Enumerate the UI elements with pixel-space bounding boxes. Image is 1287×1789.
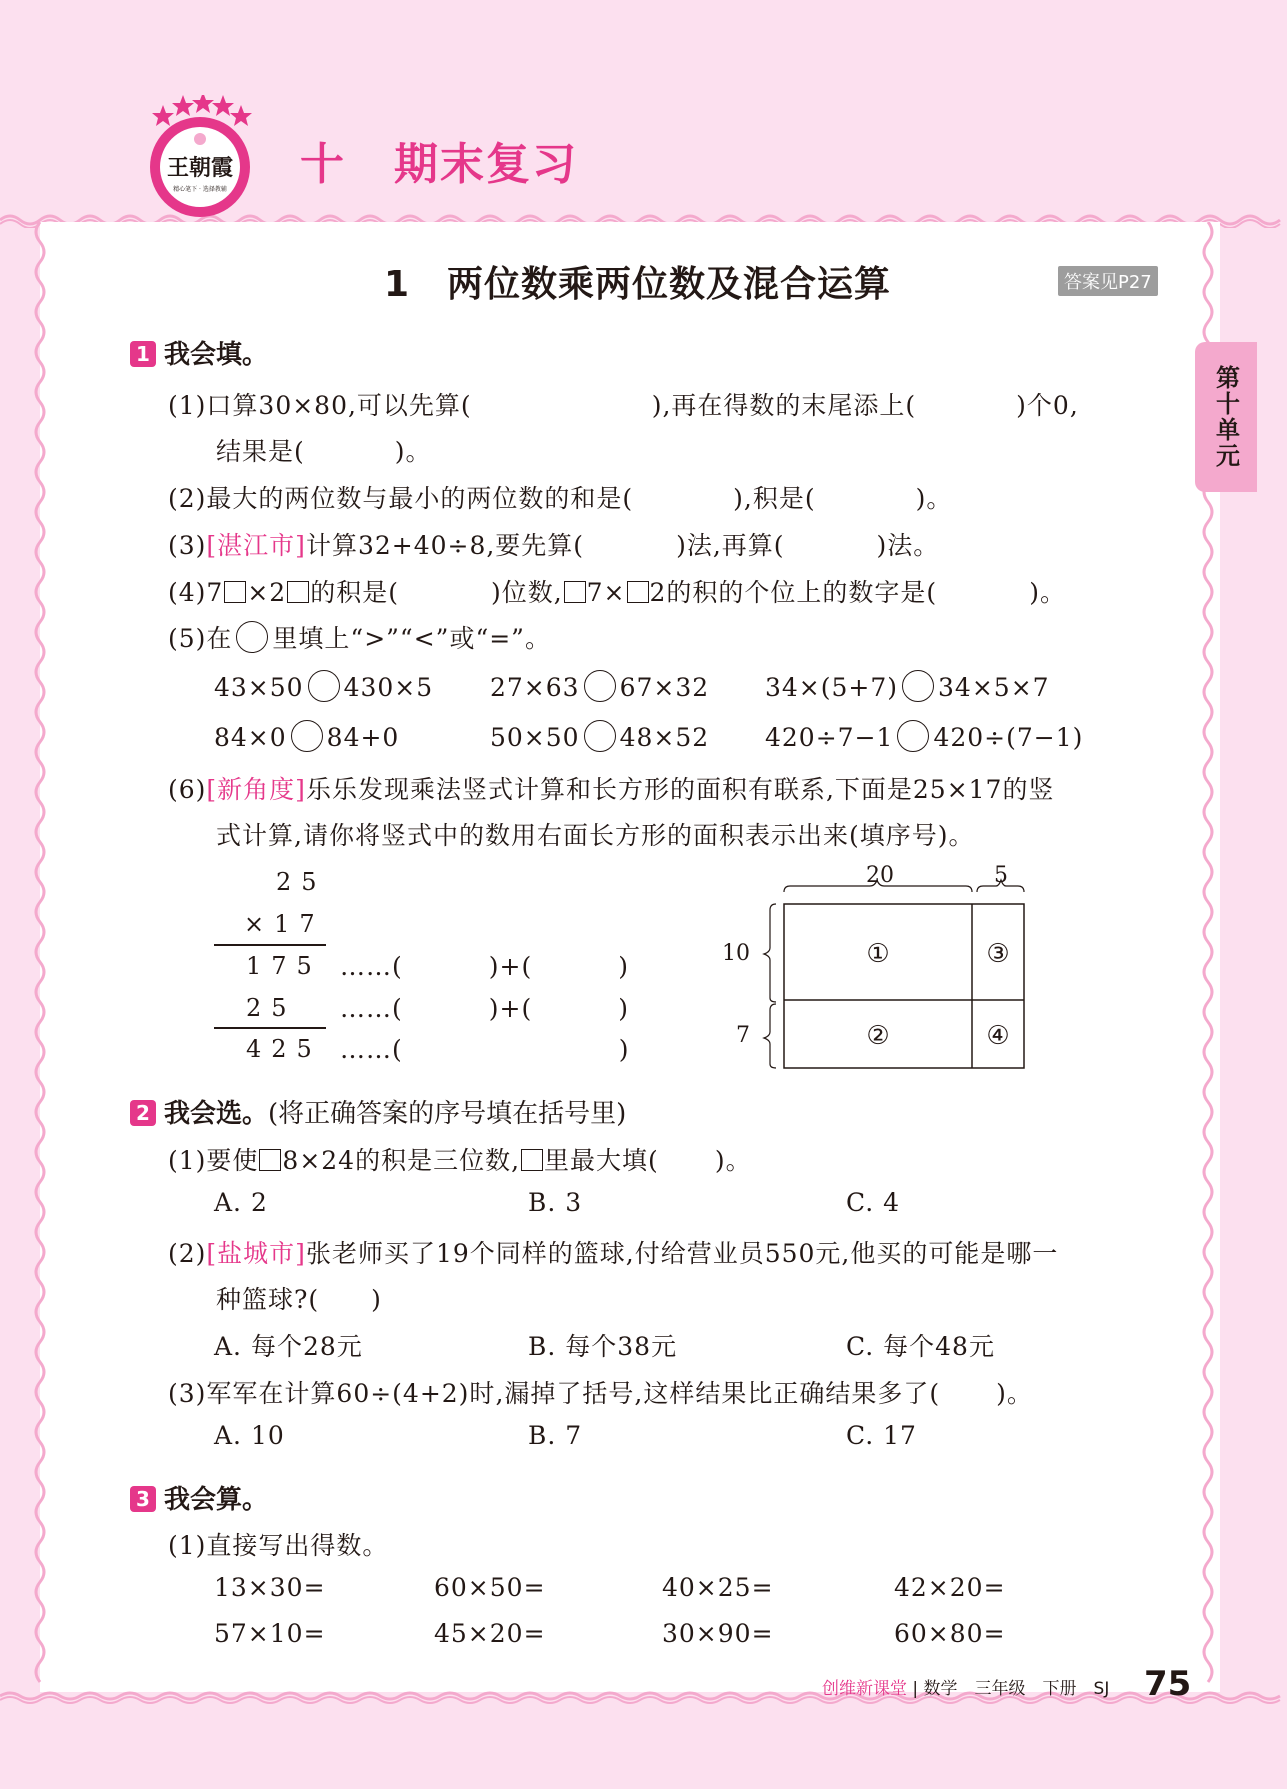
- text: )。: [915, 484, 953, 513]
- compare-item: [214, 670, 433, 702]
- question-1-5: [168, 619, 551, 655]
- expr-left: 27×63: [490, 673, 580, 702]
- compare-circle: [236, 621, 268, 653]
- vertical-answer-1: [340, 952, 629, 981]
- expr-right: 48×52: [619, 723, 710, 752]
- text: )。: [394, 437, 432, 466]
- option-b[interactable]: B. 3: [528, 1188, 583, 1217]
- expr-left: 43×50: [214, 673, 304, 702]
- chapter-name: 期末复习: [394, 139, 578, 190]
- expr-right: 430×5: [343, 673, 434, 702]
- cell-label-1: ①: [866, 939, 890, 969]
- lesson-title: 1 两位数乘两位数及混合运算: [384, 264, 892, 305]
- blank-square[interactable]: [564, 581, 586, 603]
- blank-square[interactable]: [287, 581, 309, 603]
- logo-text: 王朝霞: [166, 155, 234, 181]
- text: ): [618, 994, 629, 1023]
- text: 里填上“>”“<”或“=”。: [272, 624, 551, 653]
- text: ……(: [340, 994, 403, 1023]
- source-tag: [湛江市]: [206, 531, 306, 560]
- width-label-20: 20: [866, 863, 894, 888]
- text: ),积是(: [733, 484, 816, 513]
- left-wave-border: [30, 222, 50, 1692]
- compare-circle[interactable]: [902, 670, 934, 702]
- source-tag: [盐城市]: [206, 1239, 306, 1268]
- calc-item[interactable]: 42×20=: [894, 1573, 1006, 1602]
- blank-square[interactable]: [627, 581, 649, 603]
- question-2-3: [168, 1374, 1033, 1410]
- text: 7×: [586, 578, 626, 607]
- compare-circle[interactable]: [308, 670, 340, 702]
- text: )。: [714, 1146, 752, 1175]
- section-number: 1: [130, 341, 156, 367]
- text: ),再在得数的末尾添上(: [651, 391, 917, 420]
- expr-right: 67×32: [619, 673, 710, 702]
- unit-side-tab: 第十单元: [1195, 342, 1257, 492]
- option-b[interactable]: B. 每个38元: [528, 1332, 678, 1361]
- expr-left: 420÷7−1: [765, 723, 894, 752]
- question-1-1-line2: [216, 432, 432, 468]
- vertical-divider: [214, 944, 326, 946]
- text: (1)口算30×80,可以先算(: [168, 391, 472, 420]
- blank-square[interactable]: [521, 1149, 543, 1171]
- question-1-2: [168, 479, 952, 515]
- expr-right: 420÷(7−1): [933, 723, 1084, 752]
- text: 计算32+40÷8,要先算(: [305, 531, 585, 560]
- section-title: 我会算。: [164, 1485, 269, 1515]
- area-rectangle-diagram: [720, 852, 1030, 1072]
- text: (2): [168, 1239, 207, 1268]
- section-3-heading: [130, 1479, 268, 1516]
- text: )法。: [876, 531, 940, 560]
- compare-item: [765, 720, 1083, 752]
- calc-item[interactable]: 45×20=: [434, 1619, 546, 1648]
- text: 2的积的个位上的数字是(: [649, 578, 938, 607]
- text: 结果是(: [216, 437, 305, 466]
- text: ): [618, 1035, 630, 1064]
- width-label-5: 5: [994, 863, 1008, 888]
- section-note: (将正确答案的序号填在括号里): [268, 1099, 627, 1129]
- section-title: 我会填。: [164, 340, 269, 370]
- text: )位数,: [490, 578, 563, 607]
- calc-item[interactable]: 13×30=: [214, 1573, 326, 1602]
- text: 的积是(: [310, 578, 399, 607]
- compare-circle[interactable]: [584, 670, 616, 702]
- calc-item[interactable]: 40×25=: [662, 1573, 774, 1602]
- vertical-answer-2: [340, 994, 629, 1023]
- compare-circle[interactable]: [897, 720, 929, 752]
- question-1-1-line1: [168, 386, 1079, 422]
- divider: |: [907, 1679, 924, 1699]
- series-details: 数学 三年级 下册 SJ: [923, 1679, 1110, 1699]
- option-b[interactable]: B. 7: [528, 1421, 583, 1450]
- text: (3): [168, 531, 207, 560]
- brace-10: [764, 904, 776, 1002]
- compare-item: [490, 670, 709, 702]
- series-brand: 创维新课堂: [822, 1679, 907, 1699]
- section-number: 2: [130, 1100, 156, 1126]
- blank-square[interactable]: [224, 581, 246, 603]
- text: 乐乐发现乘法竖式计算和长方形的面积有联系,下面是25×17的竖: [305, 775, 1055, 804]
- vertical-answer-3: [340, 1035, 630, 1064]
- calc-item[interactable]: 60×50=: [434, 1573, 546, 1602]
- vertical-row-2: ×17: [244, 910, 325, 938]
- cell-label-2: ②: [866, 1021, 890, 1051]
- question-2-1: [168, 1141, 752, 1177]
- logo-slogan: 精心笔下 · 选择教辅: [173, 186, 227, 193]
- option-c[interactable]: C. 4: [846, 1188, 901, 1217]
- text: 张老师买了19个同样的篮球,付给营业员550元,他买的可能是哪一: [305, 1239, 1059, 1268]
- expr-right: 84+0: [326, 723, 400, 752]
- vertical-row-1: 25: [276, 868, 327, 896]
- option-a[interactable]: A. 每个28元: [214, 1332, 363, 1361]
- option-c[interactable]: C. 17: [846, 1421, 917, 1450]
- expr-right: 34×5×7: [938, 673, 1050, 702]
- cell-label-3: ③: [986, 939, 1010, 969]
- vertical-row-4: 25: [246, 994, 297, 1022]
- chapter-title: [300, 128, 578, 192]
- text: ): [618, 952, 629, 981]
- text: )法,再算(: [676, 531, 785, 560]
- height-label-10: 10: [722, 941, 750, 966]
- compare-item: [214, 720, 399, 752]
- height-label-7: 7: [736, 1023, 750, 1048]
- text: )。: [996, 1379, 1033, 1408]
- expr-left: 50×50: [490, 723, 580, 752]
- text: (6): [168, 775, 207, 804]
- section-title: 我会选。: [164, 1099, 269, 1129]
- text: ……(: [340, 952, 403, 981]
- text: (4)7: [168, 578, 224, 607]
- text: )+(: [488, 994, 533, 1023]
- section-2-heading: [130, 1093, 626, 1130]
- vertical-row-5: 425: [246, 1035, 322, 1063]
- text: 8×24的积是三位数,: [282, 1146, 521, 1175]
- question-1-6-line1: [168, 770, 1054, 806]
- question-1-6-line2: 式计算,请你将竖式中的数用右面长方形的面积表示出来(填序号)。: [216, 821, 975, 850]
- text: )个0,: [1016, 391, 1079, 420]
- cell-label-4: ④: [986, 1021, 1010, 1051]
- series-info: [822, 1674, 1109, 1699]
- question-1-3: [168, 526, 939, 562]
- section-number: 3: [130, 1486, 156, 1512]
- option-a[interactable]: A. 10: [214, 1421, 285, 1450]
- text: (5)在: [168, 624, 233, 653]
- question-1-4: [168, 573, 1066, 609]
- brace-7: [764, 1004, 776, 1068]
- text: (2)最大的两位数与最小的两位数的和是(: [168, 484, 634, 513]
- source-tag: [新角度]: [206, 775, 306, 804]
- calc-item[interactable]: 60×80=: [894, 1619, 1006, 1648]
- text: (1)要使: [168, 1146, 259, 1175]
- option-c[interactable]: C. 每个48元: [846, 1332, 995, 1361]
- page-number: 75: [1144, 1664, 1192, 1704]
- vertical-row-3: 175: [246, 952, 322, 980]
- text: 里最大填(: [544, 1146, 659, 1175]
- question-2-2-line1: [168, 1234, 1058, 1270]
- compare-item: [490, 720, 709, 752]
- publisher-logo: [138, 95, 263, 220]
- option-a[interactable]: A. 2: [214, 1188, 268, 1217]
- vertical-divider: [214, 1027, 326, 1029]
- question-3-1: (1)直接写出得数。: [168, 1531, 389, 1560]
- compare-circle[interactable]: [584, 720, 616, 752]
- calc-item[interactable]: 57×10=: [214, 1619, 326, 1648]
- section-1-heading: [130, 334, 268, 371]
- answer-reference: 答案见P27: [1058, 266, 1158, 296]
- text: ×2: [247, 578, 287, 607]
- expr-left: 34×(5+7): [765, 673, 899, 702]
- text: ……(: [340, 1035, 403, 1064]
- chapter-number: 十: [300, 139, 346, 190]
- blank-square[interactable]: [259, 1149, 281, 1171]
- text: (3)军军在计算60÷(4+2)时,漏掉了括号,这样结果比正确结果多了(: [168, 1379, 941, 1408]
- question-2-2-line2: 种篮球?( ): [216, 1285, 382, 1314]
- compare-item: [765, 670, 1050, 702]
- compare-circle[interactable]: [291, 720, 323, 752]
- text: )。: [1029, 578, 1066, 607]
- calc-item[interactable]: 30×90=: [662, 1619, 774, 1648]
- expr-left: 84×0: [214, 723, 287, 752]
- text: )+(: [488, 952, 533, 981]
